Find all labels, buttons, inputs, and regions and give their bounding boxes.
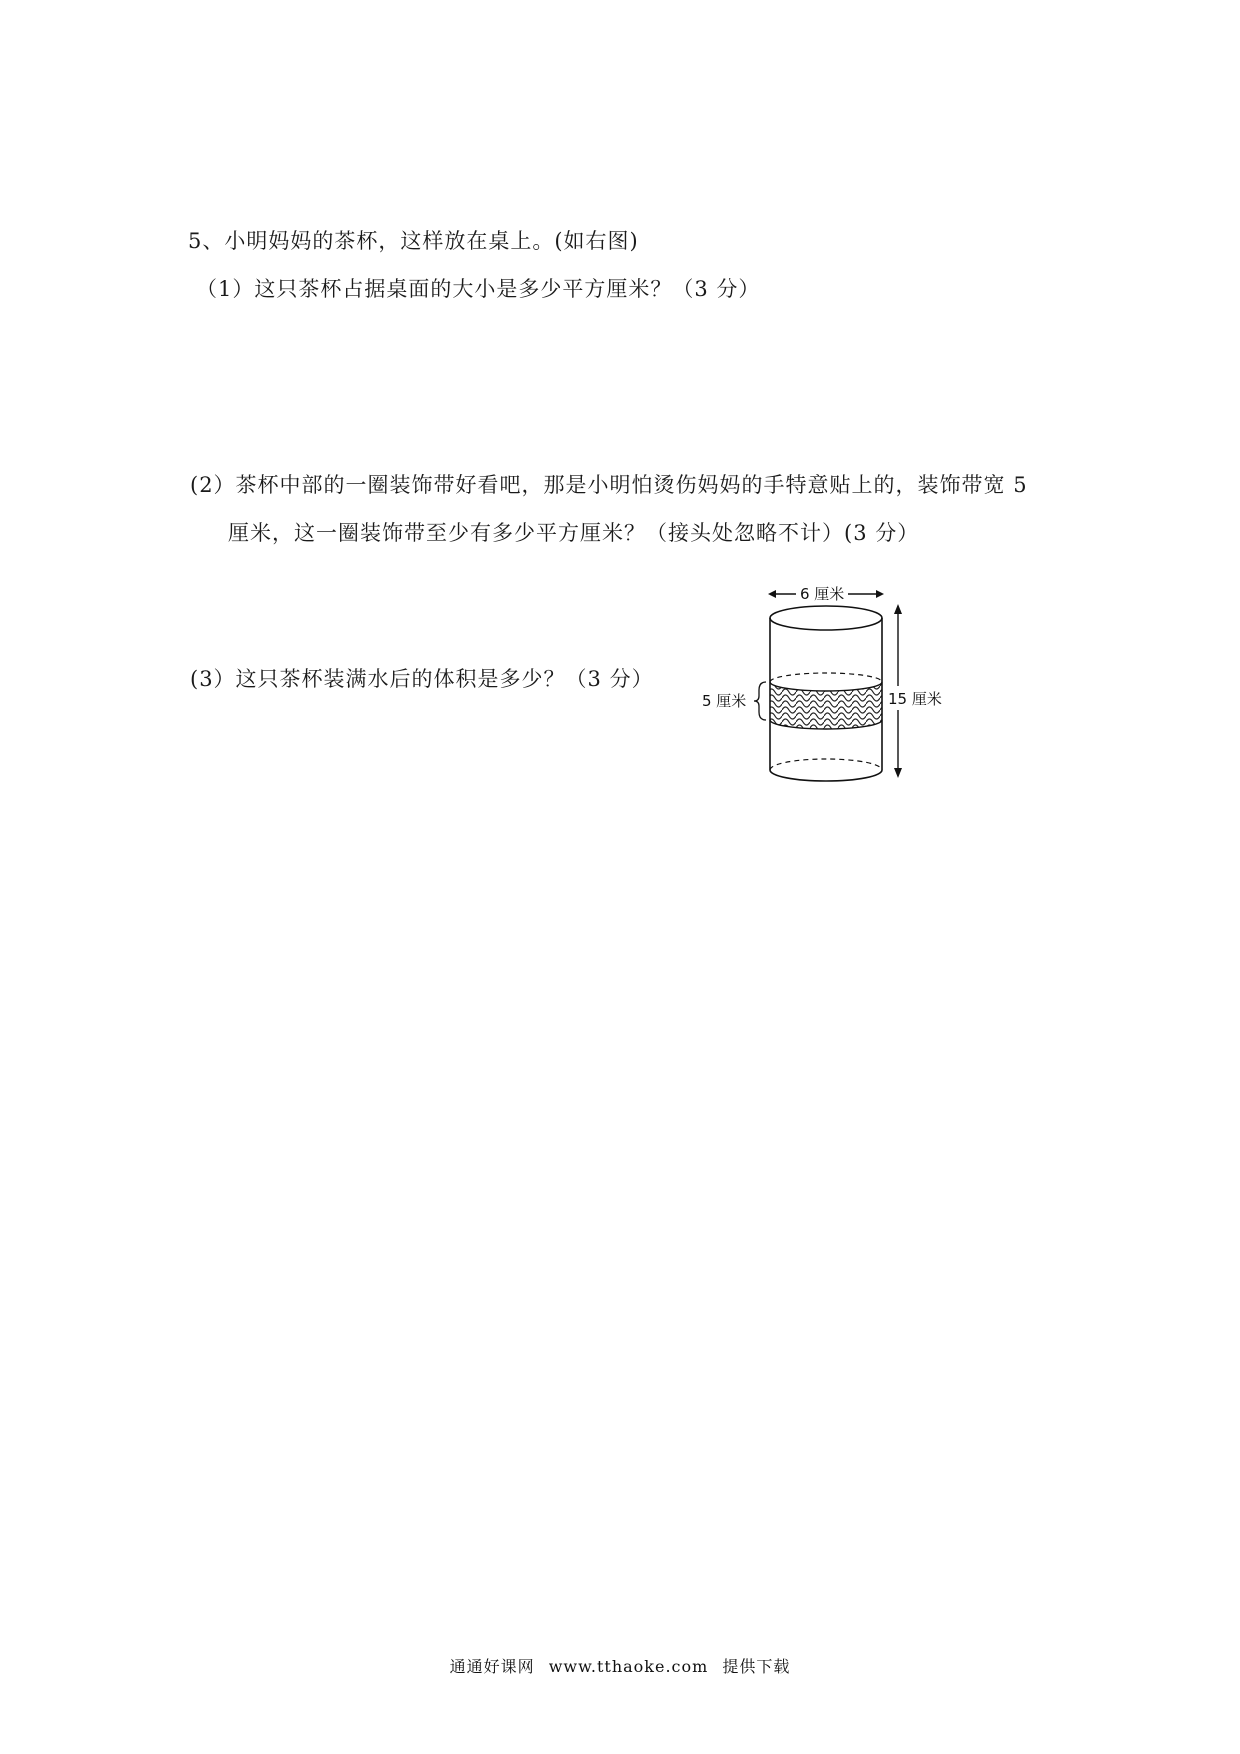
question-part-2-line-2: 厘米，这一圈装饰带至少有多少平方厘米？（接头处忽略不计）(3 分） <box>228 521 920 545</box>
diameter-label: 6 厘米 <box>800 585 845 603</box>
cup-diagram <box>698 578 958 798</box>
height-label: 15 厘米 <box>888 690 942 708</box>
page-footer <box>0 1654 1240 1677</box>
footer-url[interactable]: www.tthaoke.com <box>548 1657 709 1676</box>
question-title: 5、小明妈妈的茶杯，这样放在桌上。(如右图) <box>188 229 639 253</box>
decoration-band <box>770 673 882 729</box>
question-part-2-line-1: (2）茶杯中部的一圈装饰带好看吧，那是小明怕烫伤妈妈的手特意贴上的，装饰带宽 5 <box>190 473 1028 497</box>
band-width-label: 5 厘米 <box>702 692 747 710</box>
footer-suffix: 提供下载 <box>722 1657 791 1676</box>
footer-site-name: 通通好课网 <box>449 1657 535 1676</box>
question-part-1: （1）这只茶杯占据桌面的大小是多少平方厘米？（3 分） <box>196 277 761 301</box>
question-part-3: (3）这只茶杯装满水后的体积是多少？（3 分） <box>190 667 654 691</box>
band-brace <box>754 682 766 720</box>
